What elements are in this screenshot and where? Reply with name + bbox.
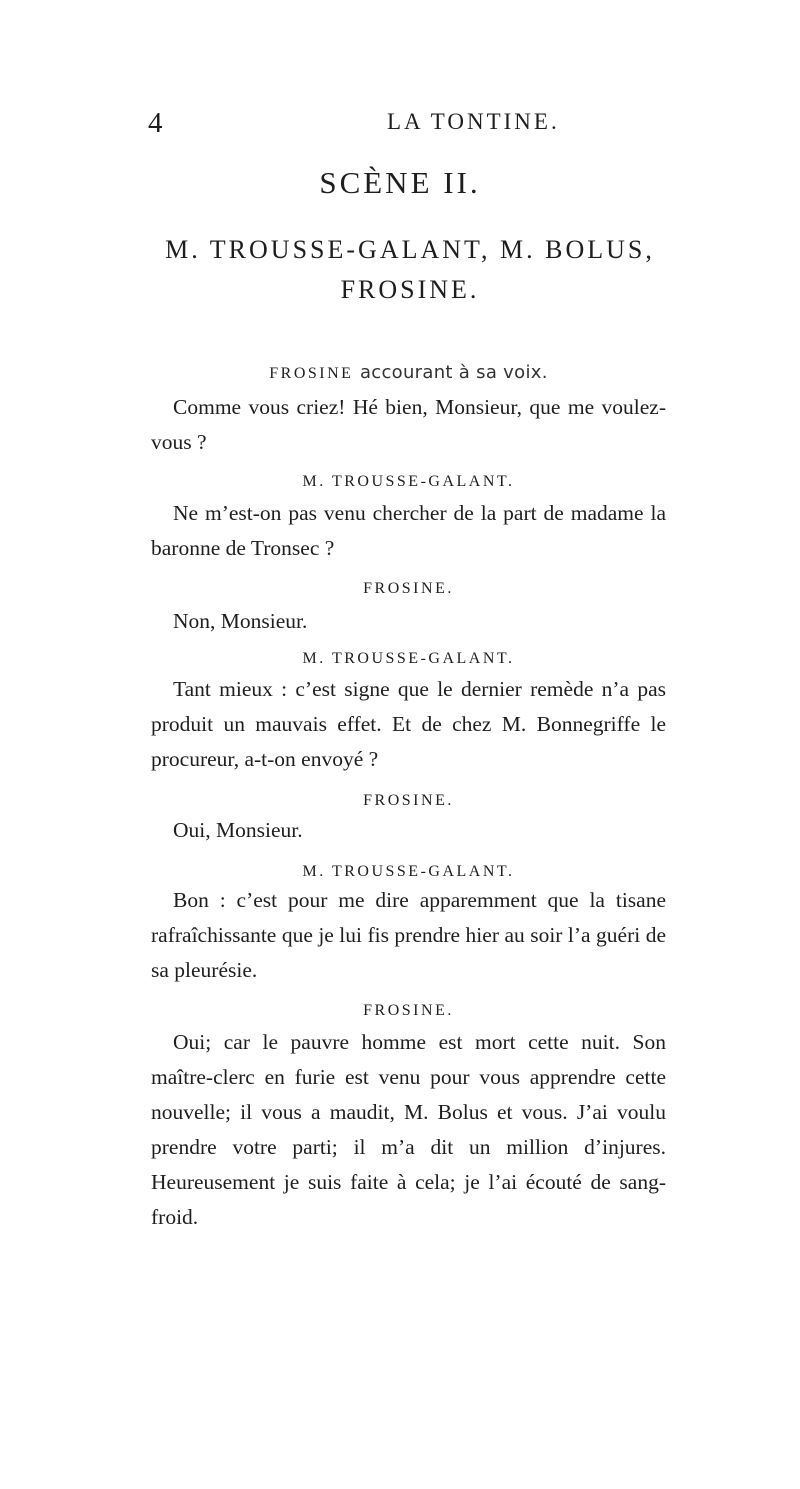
speaker-name: FROSINE. <box>363 580 454 597</box>
speech-block <box>151 604 666 639</box>
characters-line: FROSINE. <box>340 275 480 304</box>
speech-block <box>151 496 666 566</box>
speech-text: Comme vous criez! Hé bien, Monsieur, que me voulez-vous ? <box>151 395 666 454</box>
speech-text: Bon : c’est pour me dire apparemment que la tisane rafraîchissante que je lui fis prendre hier au soir l’a guéri de sa pleurésie. <box>151 888 666 982</box>
speech-block <box>151 883 666 988</box>
scene-title: SCÈNE II. <box>319 165 481 200</box>
characters-line: M. TROUSSE-GALANT, M. BOLUS, <box>165 235 655 264</box>
page-number: 4 <box>148 107 163 139</box>
speech-text: Ne m’est-on pas venu chercher de la part de madame la baronne de Tronsec ? <box>151 501 666 560</box>
speech-block <box>151 813 666 848</box>
speaker-name: FROSINE <box>269 365 354 382</box>
speaker-name: FROSINE. <box>363 792 454 809</box>
speaker-heading <box>151 362 666 383</box>
characters-list <box>150 230 670 310</box>
speech-block <box>151 672 666 777</box>
speech-text: Oui; car le pauvre homme est mort cette nuit. Son maître-clerc en furie est venu pour vous apprendre cette nouvelle; il vous a maudit, M. Bolus et vous. J’ai voulu prendre votre parti; il m’a dit un million d’injures. Heureusement je suis faite à cela; je l’ai écouté de sang-froid. <box>151 1030 666 1229</box>
speaker-name: M. TROUSSE-GALANT. <box>302 473 515 490</box>
speaker-name: M. TROUSSE-GALANT. <box>302 650 515 667</box>
speech-block <box>151 390 666 460</box>
speaker-name: FROSINE. <box>363 1002 454 1019</box>
stage-direction: accourant à sa voix. <box>359 362 548 383</box>
speech-text: Tant mieux : c’est signe que le dernier remède n’a pas produit un mauvais effet. Et de chez M. Bonnegriffe le procureur, a-t-on envoyé ? <box>151 677 666 771</box>
running-title: LA TONTINE. <box>387 109 560 134</box>
speech-text: Oui, Monsieur. <box>173 818 303 842</box>
running-head <box>0 107 800 141</box>
speaker-name: M. TROUSSE-GALANT. <box>302 863 515 880</box>
speech-block <box>151 1025 666 1235</box>
speech-text: Non, Monsieur. <box>173 609 308 633</box>
